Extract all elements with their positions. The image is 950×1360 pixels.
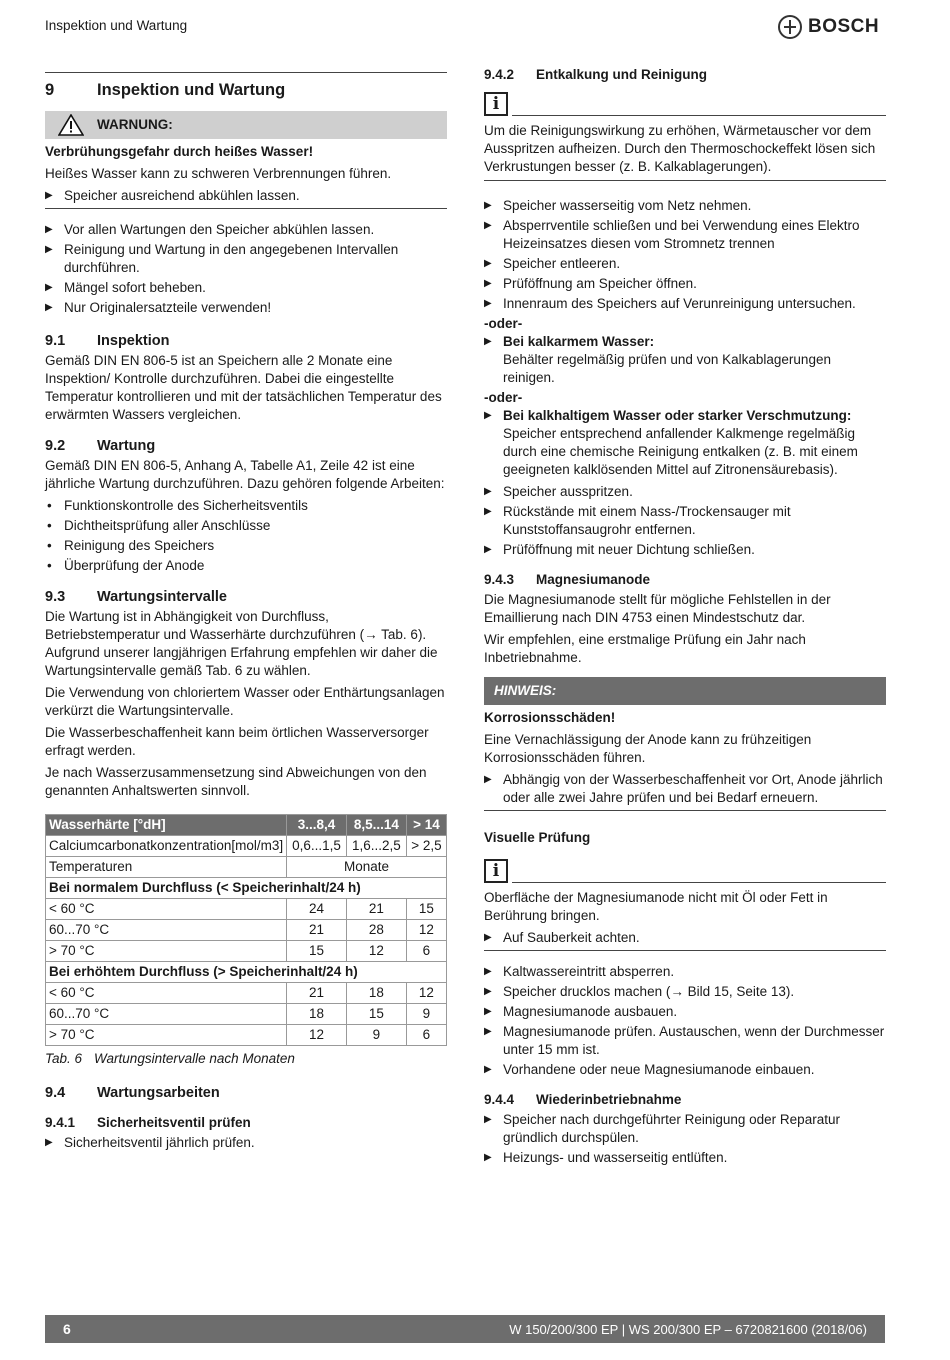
table-cell: < 60 °C [46, 983, 287, 1004]
maintenance-steps [45, 221, 447, 317]
table-cell: Monate [287, 857, 447, 878]
paragraph: Die Wartung ist in Abhängigkeit von Durchfluss, Betriebstemperatur und Wasserhärte durchzuführen (→ Tab. 6). Aufgrund unserer langjährigen Erfahrung empfehlen wir daher die Wartungsintervalle gemäß Tab. 6 zu wählen. [45, 609, 438, 678]
section-heading-9-2: 9.2 Wartung [45, 438, 156, 454]
warning-triangle-icon [45, 114, 97, 136]
table-group-row [46, 962, 447, 983]
list-item: ▶ Speicher ausreichend abkühlen lassen. [45, 187, 447, 205]
table-row [46, 1025, 447, 1046]
list-item: ▶ Mängel sofort beheben. [45, 279, 447, 297]
list-item: ▶ Kaltwassereintritt absperren. [484, 963, 886, 981]
table-header-row [46, 815, 447, 836]
paragraph: Je nach Wasserzusammensetzung sind Abweichungen von den genannten Anhaltswerten sinnvoll. [45, 765, 427, 798]
warning-label: WARNUNG: [97, 117, 173, 132]
info-text: Oberfläche der Magnesiumanode nicht mit Öl oder Fett in Berührung bringen. [484, 890, 828, 923]
table-cell: 6 [406, 941, 446, 962]
list-item: ▶ Speicher wasserseitig vom Netz nehmen. [484, 197, 886, 215]
table-cell: 6 [406, 1025, 446, 1046]
table-cell: 15 [346, 1004, 406, 1025]
list-item: ▶ Prüföffnung mit neuer Dichtung schließen. [484, 541, 886, 559]
list-item: ▶ Innenraum des Speichers auf Verunreinigung untersuchen. [484, 295, 886, 313]
visual-check-heading: Visuelle Prüfung [484, 830, 591, 845]
table-cell: 9 [346, 1025, 406, 1046]
or-separator: -oder- [484, 390, 523, 405]
table-cell: 18 [287, 1004, 347, 1025]
table-group-row [46, 878, 447, 899]
section-heading-9-4-4: 9.4.4 Wiederinbetriebnahme [484, 1092, 682, 1107]
paragraph: Wir empfehlen, eine erstmalige Prüfung ein Jahr nach Inbetriebnahme. [484, 632, 806, 665]
table-cell: 15 [406, 899, 446, 920]
list-item: ▶ Absperrventile schließen und bei Verwendung eines Elektro Heizeinsatzes diesen vom Stromnetz trennen [484, 217, 886, 253]
section-heading-9-4-1: 9.4.1 Sicherheitsventil prüfen [45, 1115, 251, 1130]
list-item: ▶ Speicher ausspritzen. [484, 483, 886, 501]
list-item: ▶ Prüföffnung am Speicher öffnen. [484, 275, 886, 293]
list-item: • Reinigung des Speichers [45, 537, 447, 555]
paragraph: Die Magnesiumanode stellt für mögliche Fehlstellen in der Emaillierung nach DIN 4753 einen Mindestschutz dar. [484, 592, 831, 625]
list-item: ▶ Magnesiumanode prüfen. Austauschen, wenn der Durchmesser unter 15 mm ist. [484, 1023, 886, 1059]
table-row [46, 857, 447, 878]
notice-text: Eine Vernachlässigung der Anode kann zu frühzeitigen Korrosionsschäden führen. [484, 732, 812, 765]
list-item: • Dichtheitsprüfung aller Anschlüsse [45, 517, 447, 535]
table-caption: Tab. 6 Wartungsintervalle nach Monaten [45, 1051, 295, 1066]
table-cell: 12 [346, 941, 406, 962]
bosch-armature-icon [778, 15, 802, 39]
document-id: W 150/200/300 EP | WS 200/300 EP – 6720821600 (2018/06) [509, 1321, 867, 1337]
warning-heading: Verbrühungsgefahr durch heißes Wasser! [45, 144, 314, 159]
table-row [46, 1004, 447, 1025]
table-cell: 28 [346, 920, 406, 941]
descaling-steps [484, 197, 886, 313]
info-box [484, 859, 886, 883]
table-row [46, 941, 447, 962]
table-cell: 60...70 °C [46, 1004, 287, 1025]
table-cell: 18 [346, 983, 406, 1004]
section-heading-9-3: 9.3 Wartungsintervalle [45, 589, 227, 605]
table-header: > 14 [406, 815, 446, 836]
list-item: ▶ Heizungs- und wasserseitig entlüften. [484, 1149, 886, 1167]
paragraph: Die Verwendung von chloriertem Wasser oder Enthärtungsanlagen verkürzt die Wartungsintervalle. [45, 685, 445, 718]
page-number: 6 [63, 1321, 71, 1337]
table-cell: 21 [287, 983, 347, 1004]
soft-water-step [484, 333, 886, 387]
list-item: ▶ Magnesiumanode ausbauen. [484, 1003, 886, 1021]
list-item: ▶ Sicherheitsventil jährlich prüfen. [45, 1134, 447, 1152]
warning-bar [45, 111, 447, 139]
left-column [45, 72, 447, 1154]
anode-steps [484, 963, 886, 1079]
section-heading-9-4-3: 9.4.3 Magnesiumanode [484, 572, 651, 587]
info-text: Um die Reinigungswirkung zu erhöhen, Wärmetauscher vor dem Ausspritzen aufheizen. Durch den Thermoschockeffekt lösen sich Verkrustungen besser (z. B. Kalkablagerungen). [484, 123, 876, 174]
divider [484, 180, 886, 181]
info-icon: i [484, 859, 508, 883]
divider [512, 881, 886, 883]
table-header: 8,5...14 [346, 815, 406, 836]
safety-valve-steps [45, 1134, 447, 1152]
table-cell: 12 [406, 920, 446, 941]
running-header: Inspektion und Wartung [45, 18, 188, 33]
warning-text: Heißes Wasser kann zu schweren Verbrennungen führen. [45, 166, 392, 181]
table-header: 3...8,4 [287, 815, 347, 836]
list-item: ▶ Abhängig von der Wasserbeschaffenheit vor Ort, Anode jährlich oder alle zwei Jahre prüfen und bei Bedarf erneuern. [484, 771, 886, 807]
notice-bar: HINWEIS: [484, 677, 886, 705]
table-row [46, 983, 447, 1004]
list-item: ▶ Vor allen Wartungen den Speicher abkühlen lassen. [45, 221, 447, 239]
table-cell: 21 [346, 899, 406, 920]
divider [45, 208, 447, 209]
table-cell: 60...70 °C [46, 920, 287, 941]
table-cell: Bei normalem Durchfluss (< Speicherinhalt/24 h) [46, 878, 447, 899]
maintenance-interval-table [45, 814, 447, 1046]
divider [512, 114, 886, 116]
table-cell: 9 [406, 1004, 446, 1025]
list-item: • Überprüfung der Anode [45, 557, 447, 575]
brand-wordmark: BOSCH [808, 16, 880, 37]
maintenance-text: Gemäß DIN EN 806-5, Anhang A, Tabelle A1, Zeile 42 ist eine jährliche Wartung durchzuführen. Dazu gehören folgende Arbeiten: [45, 458, 445, 491]
divider [484, 950, 886, 951]
chapter-heading: 9 Inspektion und Wartung [45, 81, 286, 99]
notice-steps [484, 771, 886, 807]
hard-water-step [484, 407, 886, 479]
list-item: ▶ Bei kalkhaltigem Wasser oder starker Verschmutzung: Speicher entsprechend anfallender Kalkmenge regelmäßig durch eine chemische Reinigung entkalken (z. B. mit einem geeigneten kalklösenden Mittel auf Zitronensäurebasis). [484, 407, 886, 479]
info-icon: i [484, 92, 508, 116]
table-cell: Bei erhöhtem Durchfluss (> Speicherinhalt/24 h) [46, 962, 447, 983]
table-row [46, 920, 447, 941]
list-item: ▶ Rückstände mit einem Nass-/Trockensauger mit Kunststoffansaugrohr entfernen. [484, 503, 886, 539]
table-cell: Calciumcarbonatkonzentration[mol/m3] [46, 836, 287, 857]
list-item: • Funktionskontrolle des Sicherheitsventils [45, 497, 447, 515]
list-item: ▶ Nur Originalersatzteile verwenden! [45, 299, 447, 317]
list-item: ▶ Bei kalkarmem Wasser: Behälter regelmäßig prüfen und von Kalkablagerungen reinigen. [484, 333, 886, 387]
table-row [46, 836, 447, 857]
inspection-text: Gemäß DIN EN 806-5 ist an Speichern alle 2 Monate eine Inspektion/ Kontrolle durchzuführen. Dabei die eingestellte Temperatur kontrollieren und mit der tatsächlichen Temperatur des erwärmten Wassers vergleichen. [45, 353, 442, 422]
table-cell: 21 [287, 920, 347, 941]
recommissioning-steps [484, 1111, 886, 1167]
table-cell: Temperaturen [46, 857, 287, 878]
section-heading-9-4: 9.4 Wartungsarbeiten [45, 1085, 220, 1101]
list-item: ▶ Auf Sauberkeit achten. [484, 929, 886, 947]
info-steps [484, 929, 886, 947]
maintenance-tasks [45, 497, 447, 575]
list-item: ▶ Speicher nach durchgeführter Reinigung oder Reparatur gründlich durchspülen. [484, 1111, 886, 1147]
table-cell: 0,6...1,5 [287, 836, 347, 857]
table-cell: > 70 °C [46, 1025, 287, 1046]
paragraph: Die Wasserbeschaffenheit kann beim örtlichen Wasserversorger erfragt werden. [45, 725, 429, 758]
brand-logo [778, 15, 879, 39]
page-footer [45, 1315, 885, 1343]
table-cell: 15 [287, 941, 347, 962]
table-cell: < 60 °C [46, 899, 287, 920]
notice-heading: Korrosionsschäden! [484, 710, 616, 725]
section-heading-9-4-2: 9.4.2 Entkalkung und Reinigung [484, 67, 707, 82]
table-row [46, 899, 447, 920]
section-heading-9-1: 9.1 Inspektion [45, 333, 170, 349]
table-cell: 1,6...2,5 [346, 836, 406, 857]
warning-steps [45, 187, 447, 205]
list-item: ▶ Speicher drucklos machen (→ Bild 15, Seite 13). [484, 983, 886, 1001]
or-separator: -oder- [484, 316, 523, 331]
table-cell: 12 [406, 983, 446, 1004]
list-item: ▶ Reinigung und Wartung in den angegebenen Intervallen durchführen. [45, 241, 447, 277]
divider [484, 810, 886, 811]
table-header: Wasserhärte [°dH] [46, 815, 287, 836]
list-item: ▶ Speicher entleeren. [484, 255, 886, 273]
table-cell: 12 [287, 1025, 347, 1046]
table-cell: > 70 °C [46, 941, 287, 962]
table-cell: > 2,5 [406, 836, 446, 857]
right-column [484, 66, 886, 1169]
divider [45, 72, 447, 73]
list-item: ▶ Vorhandene oder neue Magnesiumanode einbauen. [484, 1061, 886, 1079]
table-cell: 24 [287, 899, 347, 920]
info-box [484, 92, 886, 116]
final-cleaning-steps [484, 483, 886, 559]
